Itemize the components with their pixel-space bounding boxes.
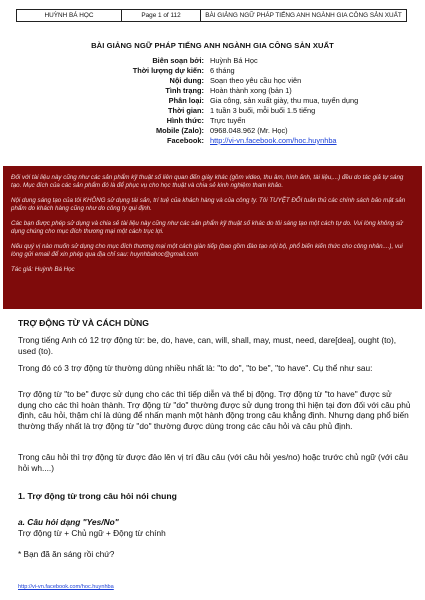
document-title: BÀI GIẢNG NGỮ PHÁP TIẾNG ANH NGÀNH GIA CÔNG SẢN XUẤT xyxy=(91,41,334,50)
paragraph: Trong câu hỏi thì trợ động từ được đảo lên vị trí đầu câu (với câu hỏi yes/no) hoặc trước chủ ngữ (với câu hỏi wh....) xyxy=(18,452,408,473)
header-page-number: Page 1 of 112 xyxy=(122,10,201,21)
info-row xyxy=(60,66,380,76)
info-value: Trực tuyến xyxy=(210,116,246,125)
notice-paragraph: Nội dung sáng tạo của tôi KHÔNG sử dụng tài sản, trí tuệ của khách hàng và của công ty. Tôi TUYỆT ĐỐI tuân thủ các chính sách bảo mật sản phẩm do khách hàng cũng như do công ty qui định. xyxy=(11,197,406,212)
footer-facebook-link[interactable]: http://vi-vn.facebook.com/hoc.huynhba xyxy=(18,584,114,590)
header-author: HUỲNH BÁ HỌC xyxy=(17,10,122,21)
info-row xyxy=(60,106,380,116)
paragraph: Trong đó có 3 trợ động từ thường dùng nhiều nhất là: "to do", "to be", "to have". Cụ thể như sau: xyxy=(18,363,373,373)
info-value: Huỳnh Bá Học xyxy=(210,56,258,65)
copyright-notice xyxy=(3,166,422,309)
header-course-title: BÀI GIẢNG NGỮ PHÁP TIẾNG ANH NGÀNH GIA CÔNG SẢN XUẤT xyxy=(205,12,402,19)
info-row xyxy=(60,76,380,86)
info-value: 0968.048.962 (Mr. Học) xyxy=(210,126,288,135)
page-header xyxy=(16,9,407,22)
info-label: Biên soạn bởi: xyxy=(152,56,204,65)
paragraph: Trong tiếng Anh có 12 trợ động từ: be, do, have, can, will, shall, may, must, need, dare[dea], ought (to), used (to). xyxy=(18,335,397,356)
info-label: Thời lượng dự kiến: xyxy=(132,66,204,75)
info-row xyxy=(60,116,380,126)
info-row xyxy=(60,56,380,66)
notice-paragraph: Các bạn được phép sử dụng và chia sẻ tài liệu này cũng như các sản phẩm kỹ thuật số khác do tôi sáng tạo một cách tự do. Vui lòng không sử dụng chúng cho mục đích thương mại một cách trục lợi. xyxy=(11,220,403,235)
info-label: Phân loại: xyxy=(168,96,204,105)
paragraph: Trợ động từ "to be" được sử dụng cho các thì tiếp diễn và thể bị động. Trợ động từ "to have" được sử dụng cho các thì hoàn thành. Trợ động từ "do" thường được sử dụng trong thì hiện tại đơn đối với câu phủ định, câu hỏi, thậm chí là dùng để nhấn mạnh một hành động trong câu khẳng định. Nhưng dạng phổ biến thường thấy nhất là trợ động từ "do" thường được dùng trong các câu hỏi và câu phủ định. xyxy=(18,389,411,431)
info-row xyxy=(60,126,380,136)
info-row xyxy=(60,86,380,96)
notice-paragraph: Đối với tài liệu này cũng như các sản phẩm kỹ thuật số liên quan đến giày khác (gồm video, thu âm, hình ảnh, tài liệu,...) đều do tác giả tự sáng tạo. Mục đích của các sản phẩm đó là để phục vụ cho học thuật và chia sẻ kinh nghiệm tham khảo. xyxy=(11,174,404,189)
subsection-heading: 1. Trợ động từ trong câu hỏi nói chung xyxy=(18,491,177,501)
info-value: Soạn theo yêu cầu học viên xyxy=(210,76,302,85)
example-line: * Bạn đã ăn sáng rồi chứ? xyxy=(18,549,115,559)
info-row xyxy=(60,136,380,146)
info-label: Facebook: xyxy=(167,136,204,145)
info-label: Nội dung: xyxy=(169,76,204,85)
notice-author: Tác giả: Huỳnh Bá Học xyxy=(11,266,75,273)
info-value: 1 tuần 3 buổi, mỗi buổi 1.5 tiếng xyxy=(210,106,316,115)
notice-paragraph: Nếu quý vị nào muốn sử dụng cho mục đích thương mại một cách giàn tiếp (bao gồm đào tạo nội bộ, phổ biến kiến thức cho công nhân....), vui lòng gửi email để xin phép qua địa chỉ sau: huynhbahoc@gmail.com xyxy=(11,243,403,258)
facebook-link[interactable]: http://vi-vn.facebook.com/hoc.huynhba xyxy=(210,136,337,145)
info-value: Gia công, sản xuất giày, thu mua, tuyển dụng xyxy=(210,96,359,105)
info-label: Tình trạng: xyxy=(165,86,204,95)
info-label: Hình thức: xyxy=(166,116,204,125)
info-value: 6 tháng xyxy=(210,66,235,75)
info-row xyxy=(60,96,380,106)
section-title: TRỢ ĐỘNG TỪ VÀ CÁCH DÙNG xyxy=(18,318,149,328)
info-label: Mobile (Zalo): xyxy=(155,126,204,135)
course-info xyxy=(60,56,380,146)
formula-line: Trợ động từ + Chủ ngữ + Động từ chính xyxy=(18,528,166,538)
sub-subsection-heading: a. Câu hỏi dạng "Yes/No" xyxy=(18,517,119,527)
info-label: Thời gian: xyxy=(167,106,204,115)
info-value: Hoàn thành xong (bản 1) xyxy=(210,86,292,95)
